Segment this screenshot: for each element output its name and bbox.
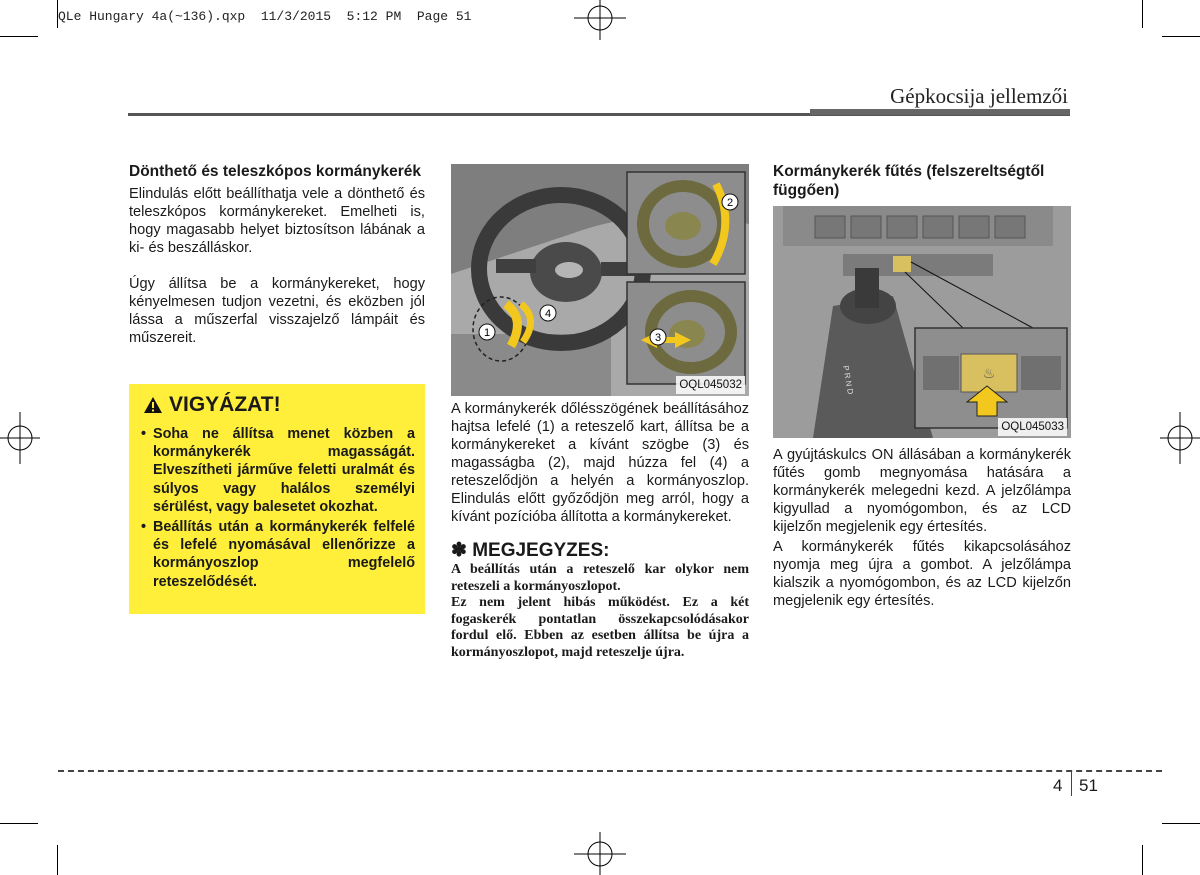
note-text-2: Ez nem jelent hibás működést. Ez a két fogaskerék pontatlan összekapcsolódásakor fordul elő. Ebben az esetben állítsa be újra a kormányoszlopot, majd reteszelje újra. xyxy=(451,595,749,660)
heating-on-paragraph: A gyújtáskulcs ON állásában a kormánykerék fűtés gomb megnyomása hatására a kormánykerék melegedni kezd. A jelzőlámpa kigyullad a nyomógombon, és az LCD kijelzőn megjelenik egy értesítés. xyxy=(773,447,1071,535)
registration-mark-icon xyxy=(574,832,626,875)
warning-triangle-icon xyxy=(143,396,163,414)
callout-4: 4 xyxy=(544,308,552,320)
note-text-1: A beállítás után a reteszelő kar olykor nem reteszeli a kormányoszlopot. xyxy=(451,562,749,594)
heating-off-paragraph: A kormánykerék fűtés kikapcsolásához nyomja meg újra a gombot. A jelzőlámpa kialszik a nyomógombon, és az LCD kijelzőn megjelenik egy értesítés. xyxy=(773,539,1071,609)
crop-mark xyxy=(1142,845,1143,875)
header-rule-accent xyxy=(810,109,1070,115)
callout-1: 1 xyxy=(483,327,491,339)
chapter-number: 4 xyxy=(1053,776,1063,795)
adjust-instructions: A kormánykerék dőlésszögének beállításához hajtsa lefelé (1) a reteszelő kart, állítsa be a kormánykereket a kívánt szögbe (3) és magasságba (2), majd húzza fel (4) a reteszelődjön a helyén a kormányoszlop. Elindulás előtt győződjön meg arról, hogy a kívánt pozícióba állította a kormánykereket. xyxy=(451,401,749,525)
console-illustration xyxy=(773,206,1071,438)
print-header: QLe Hungary 4a(~136).qxp 11/3/2015 5:12 PM Page 51 xyxy=(58,9,472,24)
heating-icon: ♨ xyxy=(982,366,996,382)
registration-mark-icon xyxy=(0,412,40,464)
gear-letters: P R N D xyxy=(841,364,855,396)
page-separator xyxy=(1071,772,1072,796)
warning-item: • Soha ne állítsa menet közben a kormánykerék magasságát. Elveszítheti járműve feletti uralmát és súlyos vagy halálos személyi sérülést, vagy balesetet okozhat. xyxy=(139,425,415,516)
note-title: ✽ MEGJEGYZES: xyxy=(451,540,610,561)
heating-button-figure xyxy=(773,206,1071,438)
crop-mark xyxy=(0,36,38,37)
tilt-telescopic-heading: Dönthető és teleszkópos kormánykerék xyxy=(129,163,422,180)
footer-rule xyxy=(58,770,1162,772)
intro-paragraph: Elindulás előtt beállíthatja vele a dönthető és teleszkópos kormánykereket. Emelheti is, hogy magasabb helyet biztosítson lábának a ki- és beszálláskor. xyxy=(129,186,425,256)
crop-mark xyxy=(0,823,38,824)
section-title: Gépkocsija jellemzői xyxy=(890,84,1068,108)
registration-mark-icon xyxy=(1160,412,1200,464)
column-2 xyxy=(451,164,749,661)
adjust-paragraph: Úgy állítsa be a kormánykereket, hogy kényelmesen tudjon vezetni, és eközben jól lássa a műszerfal visszajelző lámpáit és műszereit. xyxy=(129,276,425,346)
crop-mark xyxy=(57,0,58,28)
figure-code: OQL045033 xyxy=(998,418,1067,436)
callout-3: 3 xyxy=(654,332,662,344)
warning-list xyxy=(139,425,415,591)
warning-title-text: VIGYÁZAT! xyxy=(169,393,281,416)
warning-title xyxy=(143,393,415,417)
figure-code: OQL045032 xyxy=(676,376,745,394)
registration-mark-icon xyxy=(574,0,626,40)
steering-wheel-figure xyxy=(451,164,749,396)
steering-wheel-illustration xyxy=(451,164,749,396)
crop-mark xyxy=(1162,36,1200,37)
column-3 xyxy=(773,162,1071,610)
crop-mark xyxy=(57,845,58,875)
warning-box xyxy=(129,384,425,614)
crop-mark xyxy=(1162,823,1200,824)
warning-item: • Beállítás után a kormánykerék felfelé és lefelé nyomásával ellenőrizze a kormányoszlop megfelelő reteszelődését. xyxy=(139,518,415,591)
column-1 xyxy=(129,162,425,347)
callout-2: 2 xyxy=(726,197,734,209)
crop-mark xyxy=(1142,0,1143,28)
page-number: 51 xyxy=(1079,776,1098,795)
wheel-heating-heading: Kormánykerék fűtés (felszereltségtől függően) xyxy=(773,163,1045,199)
